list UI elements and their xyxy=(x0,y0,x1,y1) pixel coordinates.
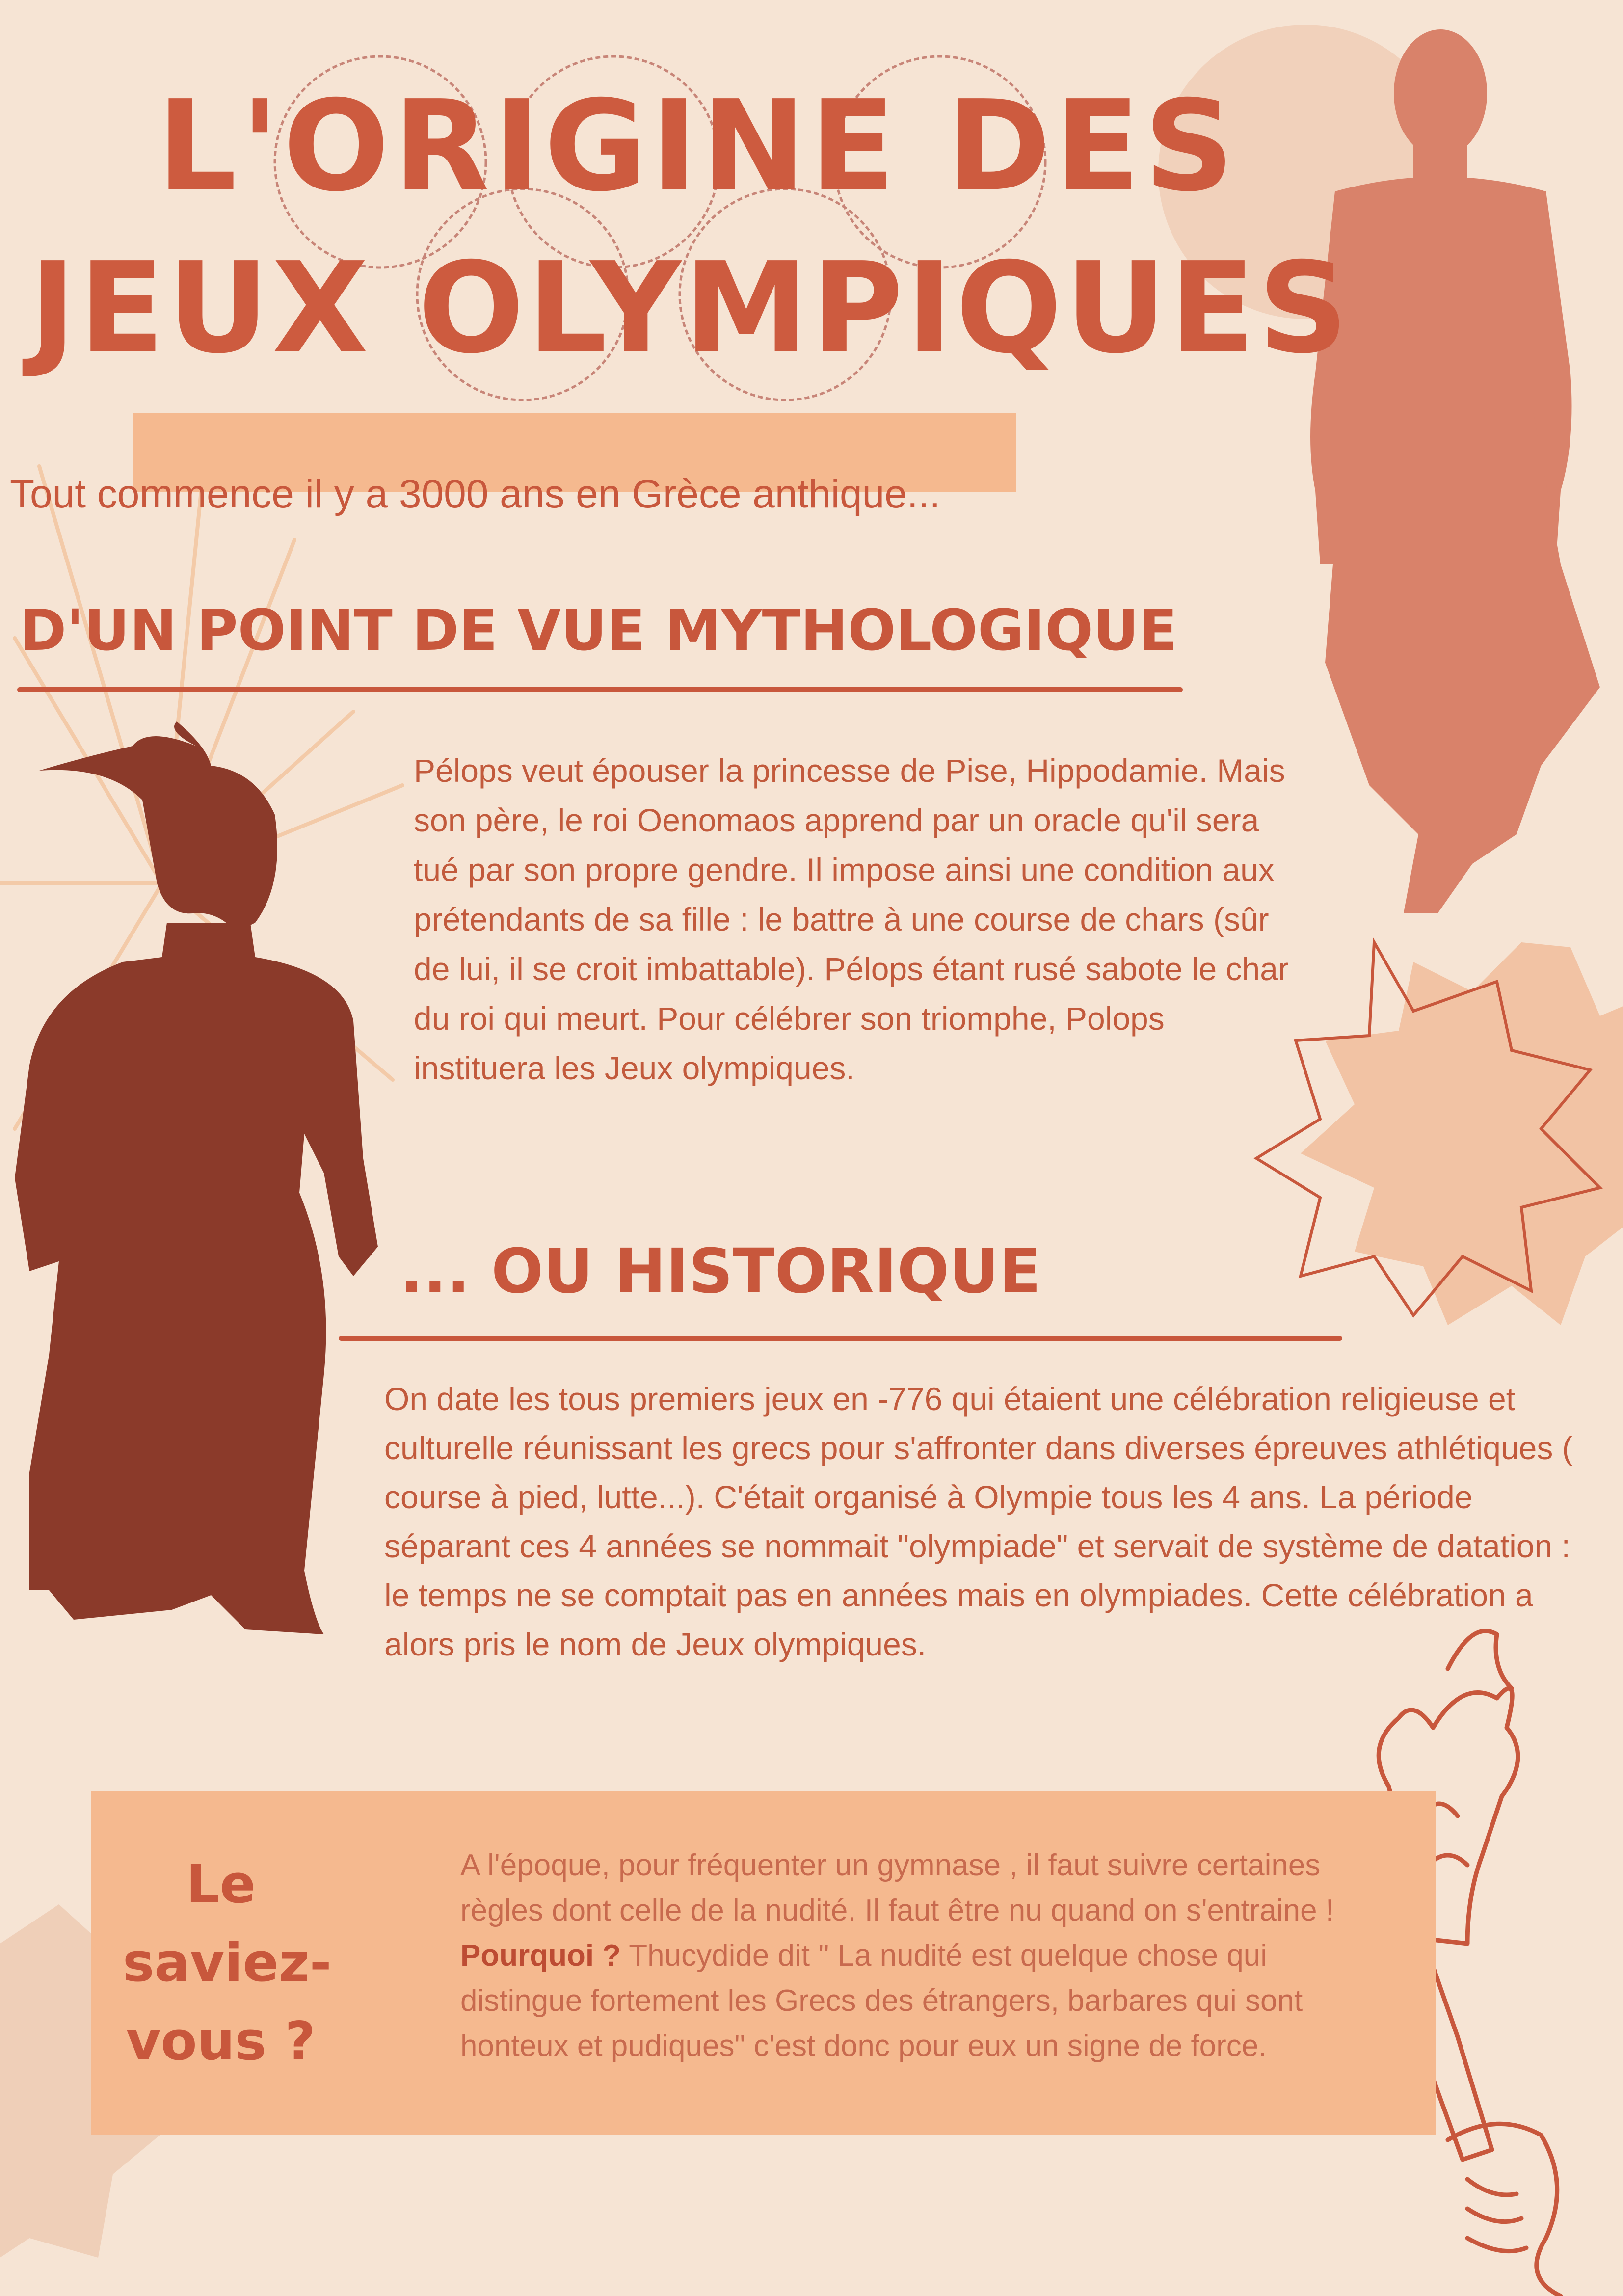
greek-warrior-dark-icon xyxy=(15,721,378,1634)
title-line-2: JEUX OLYMPIQUES xyxy=(29,236,1351,381)
did-you-know-text-after: Thucydide dit " La nudité est quelque chose qui distingue fortement les Grecs des étrangers, barbares qui sont honteux et pudiques" c'est donc pour eux un signe de force. xyxy=(460,1939,1303,2063)
subtitle: Tout commence il y a 3000 ans en Grèce anthique... xyxy=(10,472,941,516)
heading-mythology: D'UN POINT DE VUE MYTHOLOGIQUE xyxy=(20,598,1177,664)
did-you-know-text-before: A l'époque, pour fréquenter un gymnase , il faut suivre certaines règles dont celle de la nudité. Il faut être nu quand on s'entraine ! xyxy=(460,1848,1334,1927)
did-you-know-bold: Pourquoi ? xyxy=(460,1939,621,1973)
did-you-know-text xyxy=(460,1843,1383,2069)
heading-history: ... OU HISTORIQUE xyxy=(400,1236,1041,1307)
divider-history xyxy=(339,1336,1342,1341)
title-line-1: L'ORIGINE DES xyxy=(157,74,1238,219)
divider-mythology xyxy=(17,687,1183,692)
starburst xyxy=(1256,942,1623,1325)
paragraph-history: On date les tous premiers jeux en -776 qui étaient une célébration religieuse et culturelle réunissant les grecs pour s'affronter dans diverses épreuves athlétiques ( course à pied, lutte...). C'était organisé à Olympie tous les 4 ans. La période séparant ces 4 années se nommait "olympiade" et servait de système de datation : le temps ne se comptait pas en années mais en olympiades. Cette célébration a alors pris le nom de Jeux olympiques. xyxy=(384,1381,1573,1662)
did-you-know-label: Le saviez-vous ? xyxy=(123,1854,332,2072)
paragraph-mythology: Pélops veut épouser la princesse de Pise, Hippodamie. Mais son père, le roi Oenomaos apprend par un oracle qu'il sera tué par son propre gendre. Il impose ainsi une condition aux prétendants de sa fille : le battre à une course de chars (sûr de lui, il se croit imbattable). Pélops étant rusé sabote le char du roi qui meurt. Pour célébrer son triomphe, Polops instituera les Jeux olympiques. xyxy=(414,752,1289,1086)
